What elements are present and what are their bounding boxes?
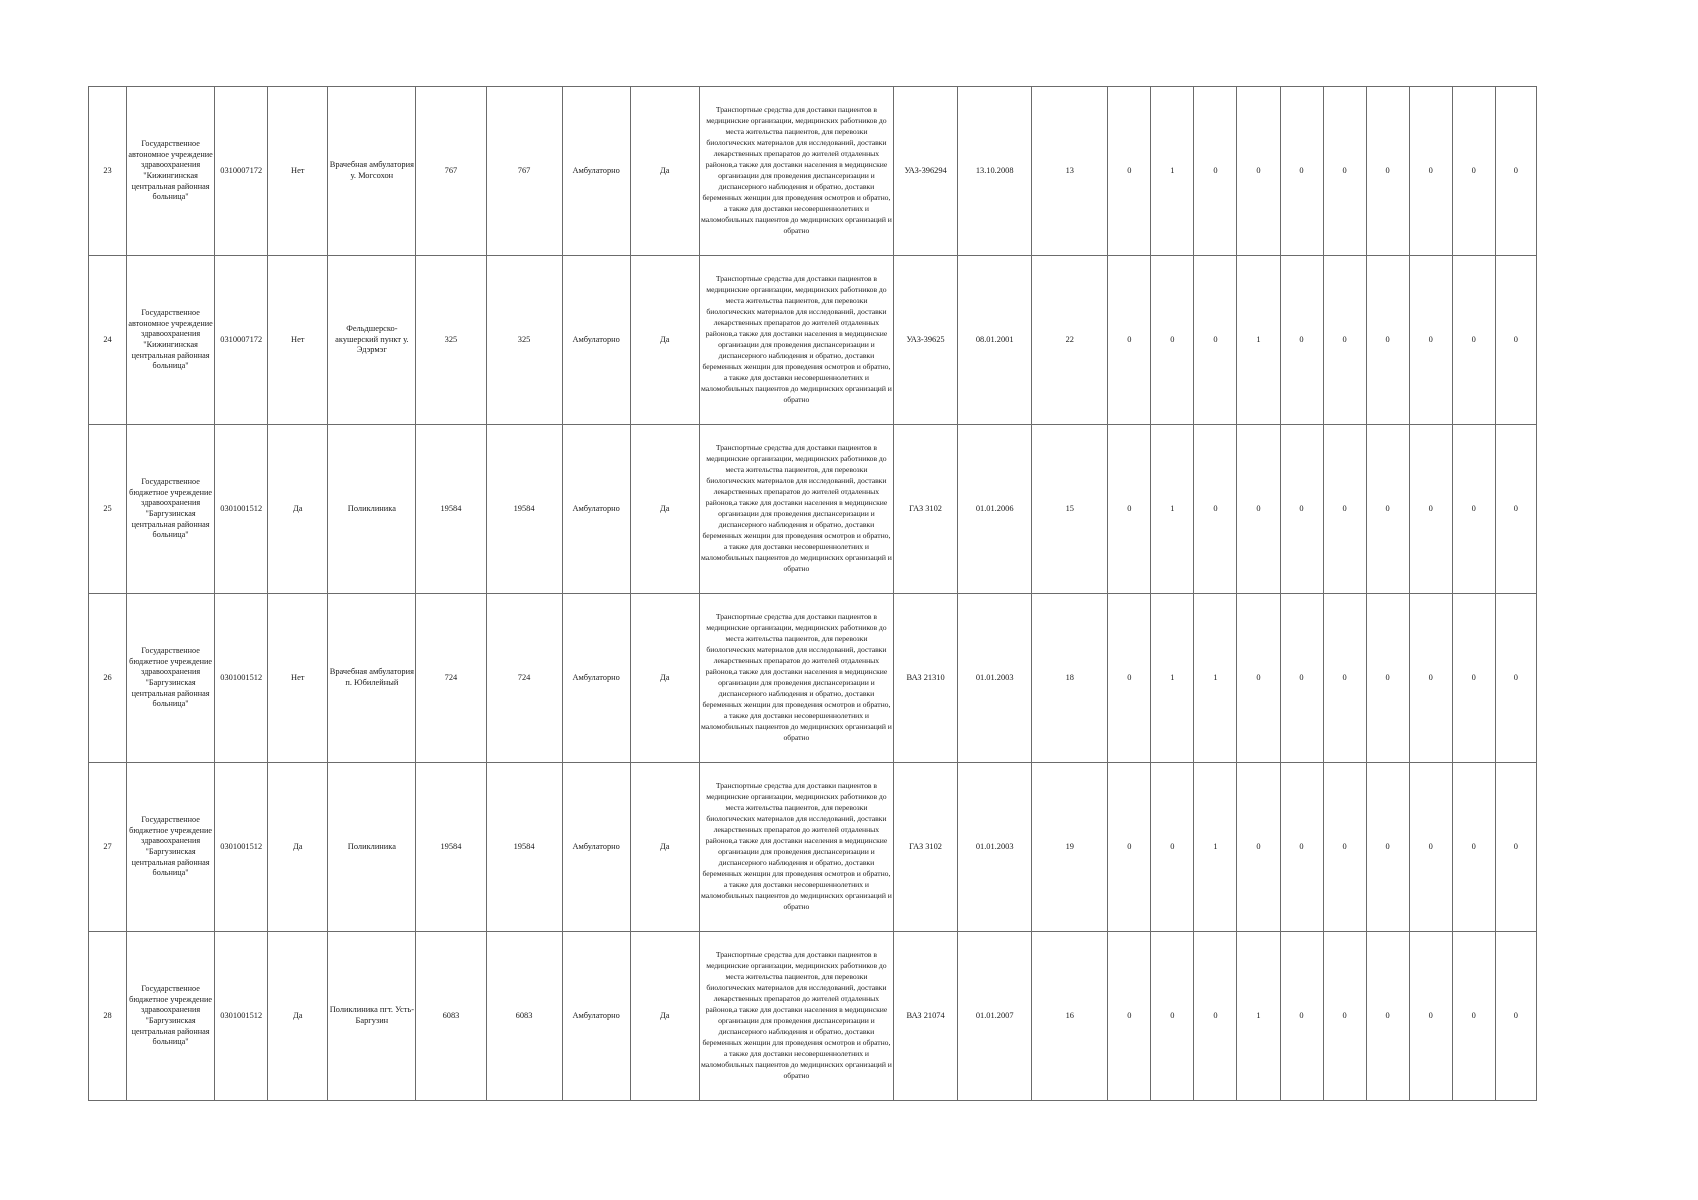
organization-cell: Государственное автономное учреждение здравоохранения "Кижингинская центральная районная больница": [127, 256, 215, 425]
facility-name-cell: Поликлиника: [328, 425, 416, 594]
vehicle-age-cell: 16: [1032, 932, 1108, 1101]
inn-cell: 0310007172: [215, 87, 268, 256]
attached-population-cell: 19584: [486, 425, 562, 594]
care-type-cell: Амбулаторно: [562, 425, 630, 594]
vehicle-model-cell: ГАЗ 3102: [894, 763, 958, 932]
vehicle-count-cell: 0: [1409, 594, 1452, 763]
vehicle-count-cell: 0: [1452, 256, 1495, 425]
population-cell: 19584: [416, 425, 486, 594]
main-unit-flag-cell: Нет: [268, 87, 328, 256]
vehicle-count-cell: 0: [1323, 932, 1366, 1101]
vehicle-purpose-cell: Транспортные средства для доставки пациентов в медицинские организации, медицинских работников до места жительства пациентов, для перевозки биологических материалов для исследований, доставки лекарственных препаратов до жителей отдаленных районов,а также для доставки населения в медицинские организации для проведения диспансеризации и диспансерного наблюдения и обратно, доставки беременных женщин для проведения осмотров и обратно, а также для доставки несовершеннолетних и маломобильных пациентов до медицинских организаций и обратно: [699, 425, 893, 594]
row-number-cell: 23: [89, 87, 127, 256]
vehicle-count-cell: 0: [1280, 763, 1323, 932]
vehicle-model-cell: ГАЗ 3102: [894, 425, 958, 594]
vehicle-count-cell: 0: [1366, 932, 1409, 1101]
vehicle-count-cell: 0: [1151, 932, 1194, 1101]
vehicle-model-cell: УАЗ-39625: [894, 256, 958, 425]
care-type-cell: Амбулаторно: [562, 594, 630, 763]
vehicle-registry-table: [88, 86, 1537, 1101]
vehicle-count-cell: 0: [1452, 932, 1495, 1101]
vehicle-count-cell: 0: [1409, 932, 1452, 1101]
vehicle-count-cell: 1: [1194, 763, 1237, 932]
vehicle-count-cell: 0: [1194, 425, 1237, 594]
main-unit-flag-cell: Да: [268, 425, 328, 594]
vehicle-count-cell: 0: [1194, 87, 1237, 256]
availability-cell: Да: [630, 87, 699, 256]
availability-cell: Да: [630, 763, 699, 932]
vehicle-purpose-cell: Транспортные средства для доставки пациентов в медицинские организации, медицинских работников до места жительства пациентов, для перевозки биологических материалов для исследований, доставки лекарственных препаратов до жителей отдаленных районов,а также для доставки населения в медицинские организации для проведения диспансеризации и диспансерного наблюдения и обратно, доставки беременных женщин для проведения осмотров и обратно, а также для доставки несовершеннолетних и маломобильных пациентов до медицинских организаций и обратно: [699, 594, 893, 763]
vehicle-count-cell: 0: [1409, 87, 1452, 256]
vehicle-count-cell: 0: [1323, 87, 1366, 256]
vehicle-count-cell: 0: [1495, 763, 1536, 932]
vehicle-count-cell: 0: [1323, 425, 1366, 594]
table-row: [89, 87, 1537, 256]
population-cell: 6083: [416, 932, 486, 1101]
care-type-cell: Амбулаторно: [562, 932, 630, 1101]
vehicle-count-cell: 0: [1237, 763, 1280, 932]
facility-name-cell: Поликлиника: [328, 763, 416, 932]
inn-cell: 0301001512: [215, 763, 268, 932]
vehicle-age-cell: 18: [1032, 594, 1108, 763]
table-row: [89, 425, 1537, 594]
table-row: [89, 256, 1537, 425]
vehicle-count-cell: 0: [1452, 87, 1495, 256]
registration-date-cell: 01.01.2007: [958, 932, 1032, 1101]
vehicle-count-cell: 0: [1323, 594, 1366, 763]
vehicle-count-cell: 0: [1280, 256, 1323, 425]
vehicle-count-cell: 0: [1495, 594, 1536, 763]
care-type-cell: Амбулаторно: [562, 763, 630, 932]
attached-population-cell: 6083: [486, 932, 562, 1101]
facility-name-cell: Поликлиника пгт. Усть-Баргузин: [328, 932, 416, 1101]
vehicle-count-cell: 0: [1194, 256, 1237, 425]
vehicle-age-cell: 15: [1032, 425, 1108, 594]
vehicle-count-cell: 0: [1366, 425, 1409, 594]
vehicle-count-cell: 1: [1194, 594, 1237, 763]
vehicle-count-cell: 0: [1495, 87, 1536, 256]
table-row: [89, 932, 1537, 1101]
vehicle-count-cell: 0: [1108, 87, 1151, 256]
vehicle-count-cell: 0: [1409, 256, 1452, 425]
main-unit-flag-cell: Да: [268, 763, 328, 932]
vehicle-age-cell: 22: [1032, 256, 1108, 425]
vehicle-count-cell: 0: [1323, 763, 1366, 932]
vehicle-count-cell: 0: [1452, 763, 1495, 932]
vehicle-count-cell: 0: [1108, 256, 1151, 425]
inn-cell: 0301001512: [215, 425, 268, 594]
vehicle-count-cell: 0: [1237, 87, 1280, 256]
registration-date-cell: 01.01.2003: [958, 763, 1032, 932]
population-cell: 325: [416, 256, 486, 425]
availability-cell: Да: [630, 932, 699, 1101]
facility-name-cell: Фельдшерско-акушерский пункт у. Эдэрмэг: [328, 256, 416, 425]
table-row: [89, 763, 1537, 932]
vehicle-count-cell: 0: [1280, 425, 1323, 594]
vehicle-count-cell: 0: [1108, 425, 1151, 594]
vehicle-count-cell: 0: [1151, 256, 1194, 425]
table-body: [89, 87, 1537, 1101]
availability-cell: Да: [630, 594, 699, 763]
attached-population-cell: 19584: [486, 763, 562, 932]
vehicle-count-cell: 0: [1409, 763, 1452, 932]
attached-population-cell: 767: [486, 87, 562, 256]
population-cell: 767: [416, 87, 486, 256]
vehicle-count-cell: 0: [1237, 425, 1280, 594]
registration-date-cell: 01.01.2006: [958, 425, 1032, 594]
vehicle-age-cell: 19: [1032, 763, 1108, 932]
population-cell: 19584: [416, 763, 486, 932]
vehicle-count-cell: 0: [1237, 594, 1280, 763]
vehicle-count-cell: 1: [1237, 932, 1280, 1101]
vehicle-purpose-cell: Транспортные средства для доставки пациентов в медицинские организации, медицинских работников до места жительства пациентов, для перевозки биологических материалов для исследований, доставки лекарственных препаратов до жителей отдаленных районов,а также для доставки населения в медицинские организации для проведения диспансеризации и диспансерного наблюдения и обратно, доставки беременных женщин для проведения осмотров и обратно, а также для доставки несовершеннолетних и маломобильных пациентов до медицинских организаций и обратно: [699, 932, 893, 1101]
vehicle-count-cell: 0: [1409, 425, 1452, 594]
inn-cell: 0310007172: [215, 256, 268, 425]
vehicle-count-cell: 0: [1366, 87, 1409, 256]
row-number-cell: 27: [89, 763, 127, 932]
care-type-cell: Амбулаторно: [562, 87, 630, 256]
availability-cell: Да: [630, 425, 699, 594]
vehicle-purpose-cell: Транспортные средства для доставки пациентов в медицинские организации, медицинских работников до места жительства пациентов, для перевозки биологических материалов для исследований, доставки лекарственных препаратов до жителей отдаленных районов,а также для доставки населения в медицинские организации для проведения диспансеризации и диспансерного наблюдения и обратно, доставки беременных женщин для проведения осмотров и обратно, а также для доставки несовершеннолетних и маломобильных пациентов до медицинских организаций и обратно: [699, 87, 893, 256]
row-number-cell: 25: [89, 425, 127, 594]
vehicle-model-cell: ВАЗ 21310: [894, 594, 958, 763]
attached-population-cell: 325: [486, 256, 562, 425]
registration-date-cell: 08.01.2001: [958, 256, 1032, 425]
vehicle-count-cell: 0: [1323, 256, 1366, 425]
table-row: [89, 594, 1537, 763]
facility-name-cell: Врачебная амбулатория п. Юбилейный: [328, 594, 416, 763]
registration-date-cell: 01.01.2003: [958, 594, 1032, 763]
population-cell: 724: [416, 594, 486, 763]
vehicle-count-cell: 0: [1366, 594, 1409, 763]
organization-cell: Государственное автономное учреждение здравоохранения "Кижингинская центральная районная больница": [127, 87, 215, 256]
vehicle-count-cell: 0: [1108, 594, 1151, 763]
vehicle-count-cell: 0: [1366, 763, 1409, 932]
organization-cell: Государственное бюджетное учреждение здравоохранения "Баргузинская центральная районная больница": [127, 594, 215, 763]
vehicle-count-cell: 0: [1452, 594, 1495, 763]
organization-cell: Государственное бюджетное учреждение здравоохранения "Баргузинская центральная районная больница": [127, 425, 215, 594]
vehicle-count-cell: 0: [1280, 932, 1323, 1101]
vehicle-count-cell: 1: [1151, 594, 1194, 763]
vehicle-count-cell: 0: [1495, 932, 1536, 1101]
attached-population-cell: 724: [486, 594, 562, 763]
vehicle-count-cell: 1: [1151, 87, 1194, 256]
inn-cell: 0301001512: [215, 932, 268, 1101]
vehicle-purpose-cell: Транспортные средства для доставки пациентов в медицинские организации, медицинских работников до места жительства пациентов, для перевозки биологических материалов для исследований, доставки лекарственных препаратов до жителей отдаленных районов,а также для доставки населения в медицинские организации для проведения диспансеризации и диспансерного наблюдения и обратно, доставки беременных женщин для проведения осмотров и обратно, а также для доставки несовершеннолетних и маломобильных пациентов до медицинских организаций и обратно: [699, 763, 893, 932]
registration-date-cell: 13.10.2008: [958, 87, 1032, 256]
vehicle-count-cell: 0: [1495, 425, 1536, 594]
vehicle-count-cell: 0: [1108, 932, 1151, 1101]
vehicle-model-cell: ВАЗ 21074: [894, 932, 958, 1101]
vehicle-count-cell: 0: [1280, 594, 1323, 763]
facility-name-cell: Врачебная амбулатория у. Могсохон: [328, 87, 416, 256]
inn-cell: 0301001512: [215, 594, 268, 763]
vehicle-count-cell: 0: [1151, 763, 1194, 932]
row-number-cell: 26: [89, 594, 127, 763]
main-unit-flag-cell: Нет: [268, 256, 328, 425]
vehicle-count-cell: 1: [1151, 425, 1194, 594]
row-number-cell: 28: [89, 932, 127, 1101]
vehicle-purpose-cell: Транспортные средства для доставки пациентов в медицинские организации, медицинских работников до места жительства пациентов, для перевозки биологических материалов для исследований, доставки лекарственных препаратов до жителей отдаленных районов,а также для доставки населения в медицинские организации для проведения диспансеризации и диспансерного наблюдения и обратно, доставки беременных женщин для проведения осмотров и обратно, а также для доставки несовершеннолетних и маломобильных пациентов до медицинских организаций и обратно: [699, 256, 893, 425]
vehicle-count-cell: 0: [1452, 425, 1495, 594]
vehicle-count-cell: 0: [1495, 256, 1536, 425]
vehicle-count-cell: 0: [1108, 763, 1151, 932]
vehicle-count-cell: 0: [1194, 932, 1237, 1101]
vehicle-age-cell: 13: [1032, 87, 1108, 256]
organization-cell: Государственное бюджетное учреждение здравоохранения "Баргузинская центральная районная больница": [127, 763, 215, 932]
vehicle-count-cell: 0: [1280, 87, 1323, 256]
main-unit-flag-cell: Да: [268, 932, 328, 1101]
organization-cell: Государственное бюджетное учреждение здравоохранения "Баргузинская центральная районная больница": [127, 932, 215, 1101]
vehicle-model-cell: УАЗ-396294: [894, 87, 958, 256]
availability-cell: Да: [630, 256, 699, 425]
main-unit-flag-cell: Нет: [268, 594, 328, 763]
vehicle-count-cell: 0: [1366, 256, 1409, 425]
vehicle-count-cell: 1: [1237, 256, 1280, 425]
care-type-cell: Амбулаторно: [562, 256, 630, 425]
row-number-cell: 24: [89, 256, 127, 425]
